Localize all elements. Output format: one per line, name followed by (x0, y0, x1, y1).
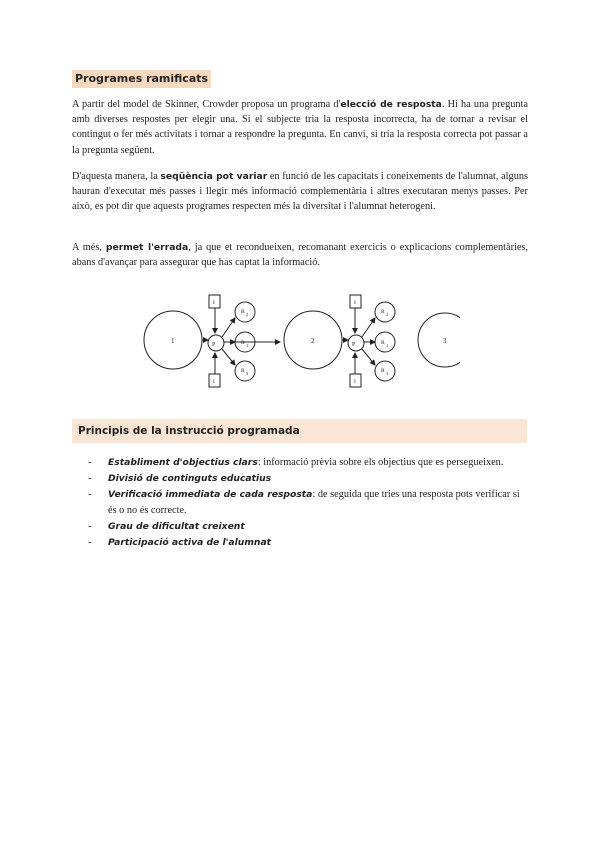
i-label-bottom-2: I (354, 379, 356, 385)
list-item (88, 519, 528, 534)
r-circle-2a (235, 302, 255, 322)
list-item (88, 535, 528, 550)
r-sub-1b: 1 (386, 343, 389, 348)
branching-program-diagram (140, 290, 460, 400)
paragraph-eleccio-resposta (72, 97, 528, 158)
p-label-1: P (212, 342, 216, 348)
p-circle-1 (208, 335, 224, 351)
r-label-3b: R (381, 368, 385, 374)
bold-term: seqüència pot variar (160, 171, 268, 182)
frame-label-2: 2 (311, 337, 315, 345)
list-text: : de seguida que tries una resposta pots verificar si és o no és correcte. (108, 489, 520, 516)
r-sub-3a: 3 (246, 371, 249, 376)
r-label-2a: R (241, 309, 245, 315)
text-span: . Hi ha una pregunta amb diverses respostes per elegir una. Si el subjecte tria la resposta incorrecta, ha de tornar a revisar el contingut o fer més activitats i tornar a respondre la pregunta. En canvi, si tria la resposta correcta pot passar a la pregunta següent. (72, 99, 528, 156)
text-span: en funció de les capacitats i coneixements de l'alumnat, alguns hauran d'executar més passes i llegir més informació complementària i altres executaran menys passes. Per això, es pot dir que aquests programes respecten més la diversitat i l'alumnat heterogeni. (72, 171, 528, 213)
r-label-2b: R (381, 309, 385, 315)
r-sub-2b: 2 (386, 312, 389, 317)
r-label-3a: R (241, 368, 245, 374)
r-sub-1a: 1 (246, 343, 249, 348)
bold-term: elecció de resposta (340, 99, 442, 110)
list-item (88, 471, 528, 486)
text-span: , ja que et recondueixen, recomanant exercicis o explicacions complementàries, abans d'avançar para assegurar que has captat la informació. (72, 242, 529, 269)
list-item (88, 487, 528, 517)
section-header-band (72, 419, 527, 443)
list-term: Participació activa de l'alumnat (108, 537, 272, 549)
r-sub-3b: 3 (386, 371, 389, 376)
list-item (88, 455, 528, 470)
text-span: D'aquesta manera, la (72, 171, 161, 182)
frame-label-3: 3 (443, 337, 447, 345)
list-dash: - (88, 520, 92, 532)
r-circle-3b (375, 361, 395, 381)
paragraph-errada (72, 240, 528, 270)
bold-term: permet l'errada (105, 242, 189, 253)
list-dash: - (88, 537, 92, 549)
list-dash: - (88, 473, 92, 485)
section-title-programes-ramificats: Programes ramificats (72, 70, 211, 88)
frame-label-1: 1 (171, 337, 175, 345)
p-circle-2 (348, 335, 364, 351)
section-title-principis: Principis de la instrucció programada (78, 425, 300, 437)
frame-circle-3 (418, 313, 460, 367)
list-dash: - (88, 489, 92, 501)
p-label-2: P (352, 342, 356, 348)
r-label-1a: R (241, 340, 245, 346)
r-circle-1b (375, 332, 395, 352)
i-label-bottom-1: I (213, 379, 215, 385)
paragraph-sequencia (72, 169, 528, 215)
r-circle-2b (375, 302, 395, 322)
i-label-top-2: I (354, 300, 356, 306)
text-span: A més, (72, 242, 106, 253)
list-dash: - (88, 457, 92, 468)
list-term: Grau de dificultat creixent (108, 520, 245, 532)
r-circle-3a (235, 361, 255, 381)
list-term: Divisió de continguts educatius (108, 473, 272, 485)
text-span: A partir del model de Skinner, Crowder proposa un programa d' (72, 99, 341, 110)
i-label-top-1: I (213, 300, 215, 306)
list-term: Verificació immediata de cada resposta (108, 489, 313, 501)
principles-list (88, 455, 528, 551)
list-text: : informació prèvia sobre els objectius que es persegueixen. (257, 457, 504, 468)
r-sub-2a: 2 (246, 312, 249, 317)
list-term: Establiment d'objectius clars (108, 457, 258, 468)
r-label-1b: R (381, 340, 385, 346)
